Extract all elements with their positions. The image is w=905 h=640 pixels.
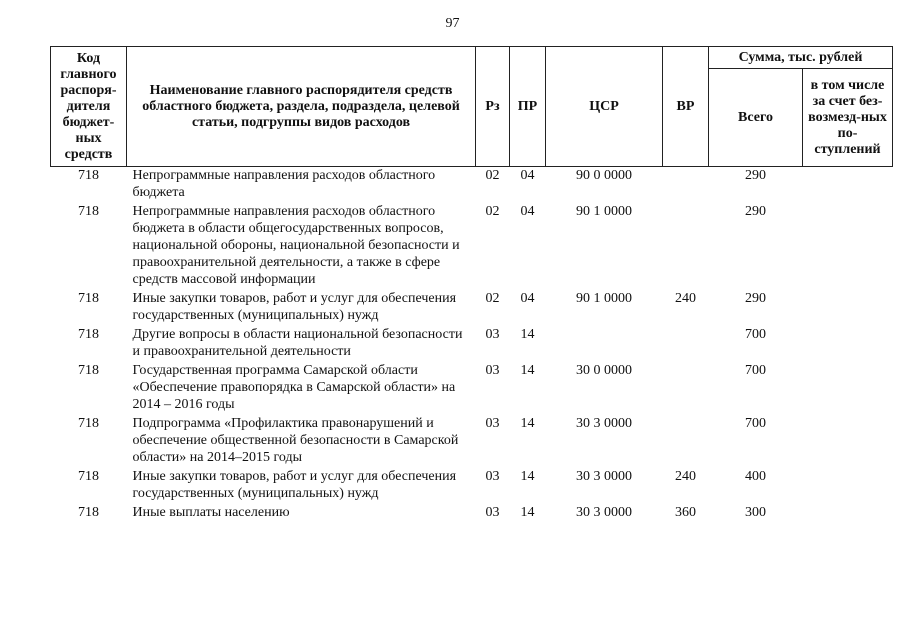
- row-name: Иные выплаты населению: [132, 505, 290, 520]
- row-csr: 90 1 0000: [576, 291, 632, 306]
- row-pr: 14: [520, 416, 535, 431]
- row-pr: 04: [520, 204, 535, 219]
- row-rz: 03: [485, 416, 500, 431]
- header-csr: ЦСР: [546, 47, 663, 167]
- row-csr: 90 0 0000: [576, 168, 632, 183]
- row-vr: [663, 415, 709, 468]
- table-row: [51, 203, 893, 290]
- row-including: [803, 415, 893, 468]
- header-pr: ПР: [510, 47, 546, 167]
- row-code: 718: [78, 204, 99, 219]
- row-name: Непрограммные направления расходов областного бюджета в области общегосударственных вопросов, национальной обороны, национальной безопасности и правоохранительной деятельности, а также в сфере средств массовой информации: [132, 204, 460, 287]
- header-sum: Сумма, тыс. рублей: [709, 47, 893, 69]
- row-total: 300: [745, 505, 766, 520]
- table-row: [51, 504, 893, 523]
- row-total: 290: [745, 204, 766, 219]
- table-header: [51, 47, 893, 167]
- table-row: [51, 167, 893, 204]
- row-name: Другие вопросы в области национальной безопасности и правоохранительной деятельности: [132, 327, 463, 359]
- row-total: 700: [745, 327, 766, 342]
- row-code: 718: [78, 327, 99, 342]
- row-pr: 14: [520, 469, 535, 484]
- row-pr: 14: [520, 363, 535, 378]
- table-row: [51, 362, 893, 415]
- row-csr: 30 3 0000: [576, 416, 632, 431]
- header-total: Всего: [709, 69, 803, 167]
- row-rz: 03: [485, 505, 500, 520]
- row-code: 718: [78, 505, 99, 520]
- row-pr: 04: [520, 168, 535, 183]
- table-row: [51, 468, 893, 504]
- row-name: Иные закупки товаров, работ и услуг для обеспечения государственных (муниципальных) нужд: [132, 291, 457, 323]
- row-csr: 30 3 0000: [576, 469, 632, 484]
- header-code: Код главного распоря-дителя бюджет-ных средств: [51, 47, 127, 167]
- row-including: [803, 468, 893, 504]
- table-row: [51, 290, 893, 326]
- row-vr: [663, 167, 709, 204]
- row-total: 700: [745, 363, 766, 378]
- row-vr: 240: [675, 291, 696, 306]
- row-including: [803, 326, 893, 362]
- row-vr: 360: [675, 505, 696, 520]
- header-vr: ВР: [663, 47, 709, 167]
- row-including: [803, 290, 893, 326]
- row-pr: 14: [520, 327, 535, 342]
- page-number: 97: [445, 16, 460, 31]
- row-vr: [663, 362, 709, 415]
- row-code: 718: [78, 416, 99, 431]
- row-total: 290: [745, 168, 766, 183]
- row-pr: 04: [520, 291, 535, 306]
- row-including: [803, 167, 893, 204]
- row-rz: 02: [485, 168, 500, 183]
- header-name: Наименование главного распорядителя средств областного бюджета, раздела, подраздела, целевой статьи, подгруппы видов расходов: [127, 47, 476, 167]
- row-vr: [663, 203, 709, 290]
- row-vr: 240: [675, 469, 696, 484]
- row-pr: 14: [520, 505, 535, 520]
- row-csr: 90 1 0000: [576, 204, 632, 219]
- row-total: 700: [745, 416, 766, 431]
- row-including: [803, 362, 893, 415]
- row-rz: 02: [485, 204, 500, 219]
- row-total: 400: [745, 469, 766, 484]
- header-including: в том числе за счет без-возмезд-ных по-ступлений: [803, 69, 893, 167]
- row-rz: 03: [485, 327, 500, 342]
- row-name: Иные закупки товаров, работ и услуг для обеспечения государственных (муниципальных) нужд: [132, 469, 457, 501]
- row-including: [803, 203, 893, 290]
- table-row: [51, 326, 893, 362]
- row-rz: 03: [485, 469, 500, 484]
- row-code: 718: [78, 291, 99, 306]
- row-total: 290: [745, 291, 766, 306]
- row-csr: 30 0 0000: [576, 363, 632, 378]
- row-name: Подпрограмма «Профилактика правонарушений и обеспечение общественной безопасности в Самарской области» на 2014–2015 годы: [132, 416, 459, 465]
- row-csr: 30 3 0000: [576, 505, 632, 520]
- budget-table: [50, 46, 893, 523]
- row-code: 718: [78, 363, 99, 378]
- row-name: Непрограммные направления расходов областного бюджета: [132, 168, 436, 200]
- row-vr: [663, 326, 709, 362]
- row-rz: 02: [485, 291, 500, 306]
- row-csr: [546, 326, 663, 362]
- row-code: 718: [78, 469, 99, 484]
- row-name: Государственная программа Самарской области «Обеспечение правопорядка в Самарской области» на 2014 – 2016 годы: [132, 363, 456, 412]
- row-including: [803, 504, 893, 523]
- table-body: [51, 167, 893, 524]
- row-rz: 03: [485, 363, 500, 378]
- table-row: [51, 415, 893, 468]
- row-code: 718: [78, 168, 99, 183]
- header-rz: Рз: [476, 47, 510, 167]
